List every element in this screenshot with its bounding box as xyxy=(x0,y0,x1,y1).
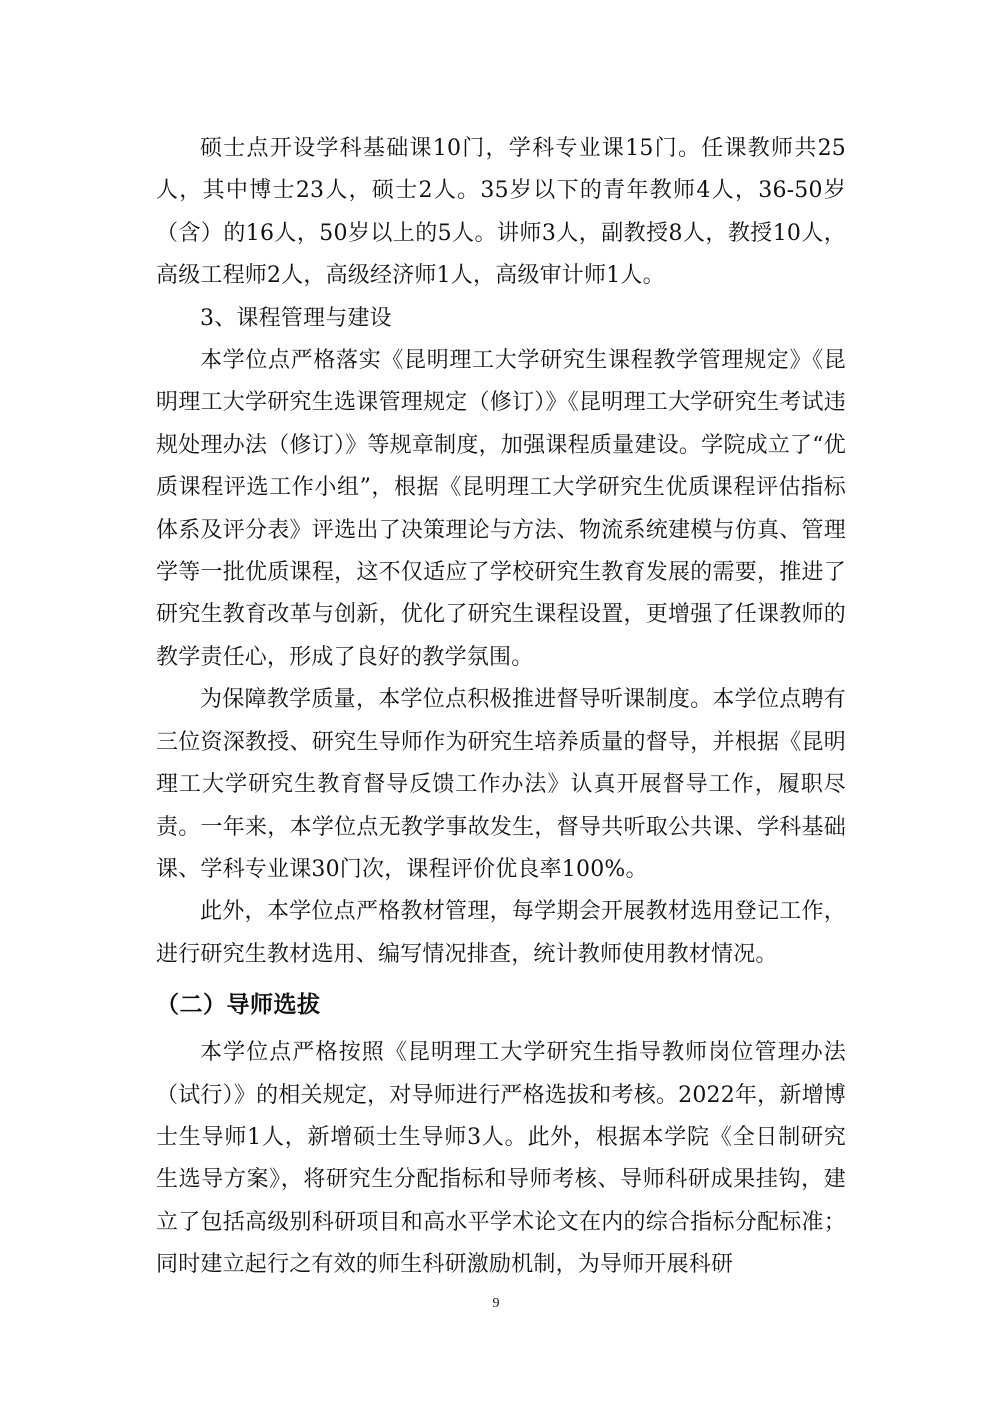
paragraph-textbooks: 此外，本学位点严格教材管理，每学期会开展教材选用登记工作，进行研究生教材选用、编写情况排查，统计教师使用教材情况。 xyxy=(156,899,846,967)
paragraph-course-quality: 本学位点严格落实《昆明理工大学研究生课程教学管理规定》《昆明理工大学研究生选课管理规定（修订）》《昆明理工大学研究生考试违规处理办法（修订）》等规章制度，加强课程质量建设。学院成立了“优质课程评选工作小组”，根据《昆明理工大学研究生优质课程评估指标体系及评分表》评选出了决策理论与方法、物流系统建模与仿真、管理学等一批优质课程，这不仅适应了学校研究生教育发展的需要，推进了研究生教育改革与创新，优化了研究生课程设置，更增强了任课教师的教学责任心，形成了良好的教学氛围。 xyxy=(156,348,846,670)
section-heading-supervisor-selection: （二）导师选拔 xyxy=(156,992,321,1019)
paragraph-course-stats: 硕士点开设学科基础课10门，学科专业课15门。任课教师共25人，其中博士23人，硕士2人。35岁以下的青年教师4人，36-50岁（含）的16人，50岁以上的5人。讲师3人，副教授8人，教授10人，高级工程师2人，高级经济师1人，高级审计师1人。 xyxy=(156,136,846,289)
paragraph-supervision: 为保障教学质量，本学位点积极推进督导听课制度。本学位点聘有三位资深教授、研究生导师作为研究生培养质量的督导，并根据《昆明理工大学研究生教育督导反馈工作办法》认真开展督导工作，履职尽责。一年来，本学位点无教学事故发生，督导共听取公共课、学科基础课、学科专业课30门次，课程评价优良率100%。 xyxy=(156,687,846,882)
paragraph-supervisor-selection: 本学位点严格按照《昆明理工大学研究生指导教师岗位管理办法（试行）》的相关规定，对导师进行严格选拔和考核。2022年，新增博士生导师1人，新增硕士生导师3人。此外，根据本学院《全日制研究生选导方案》，将研究生分配指标和导师考核、导师科研成果挂钩，建立了包括高级别科研项目和高水平学术论文在内的综合指标分配标准；同时建立起行之有效的师生科研激励机制，为导师开展科研 xyxy=(156,1040,846,1278)
document-body xyxy=(156,128,846,1287)
subheading-course-management: 3、课程管理与建设 xyxy=(200,305,392,331)
page-number: 9 xyxy=(492,1296,500,1311)
